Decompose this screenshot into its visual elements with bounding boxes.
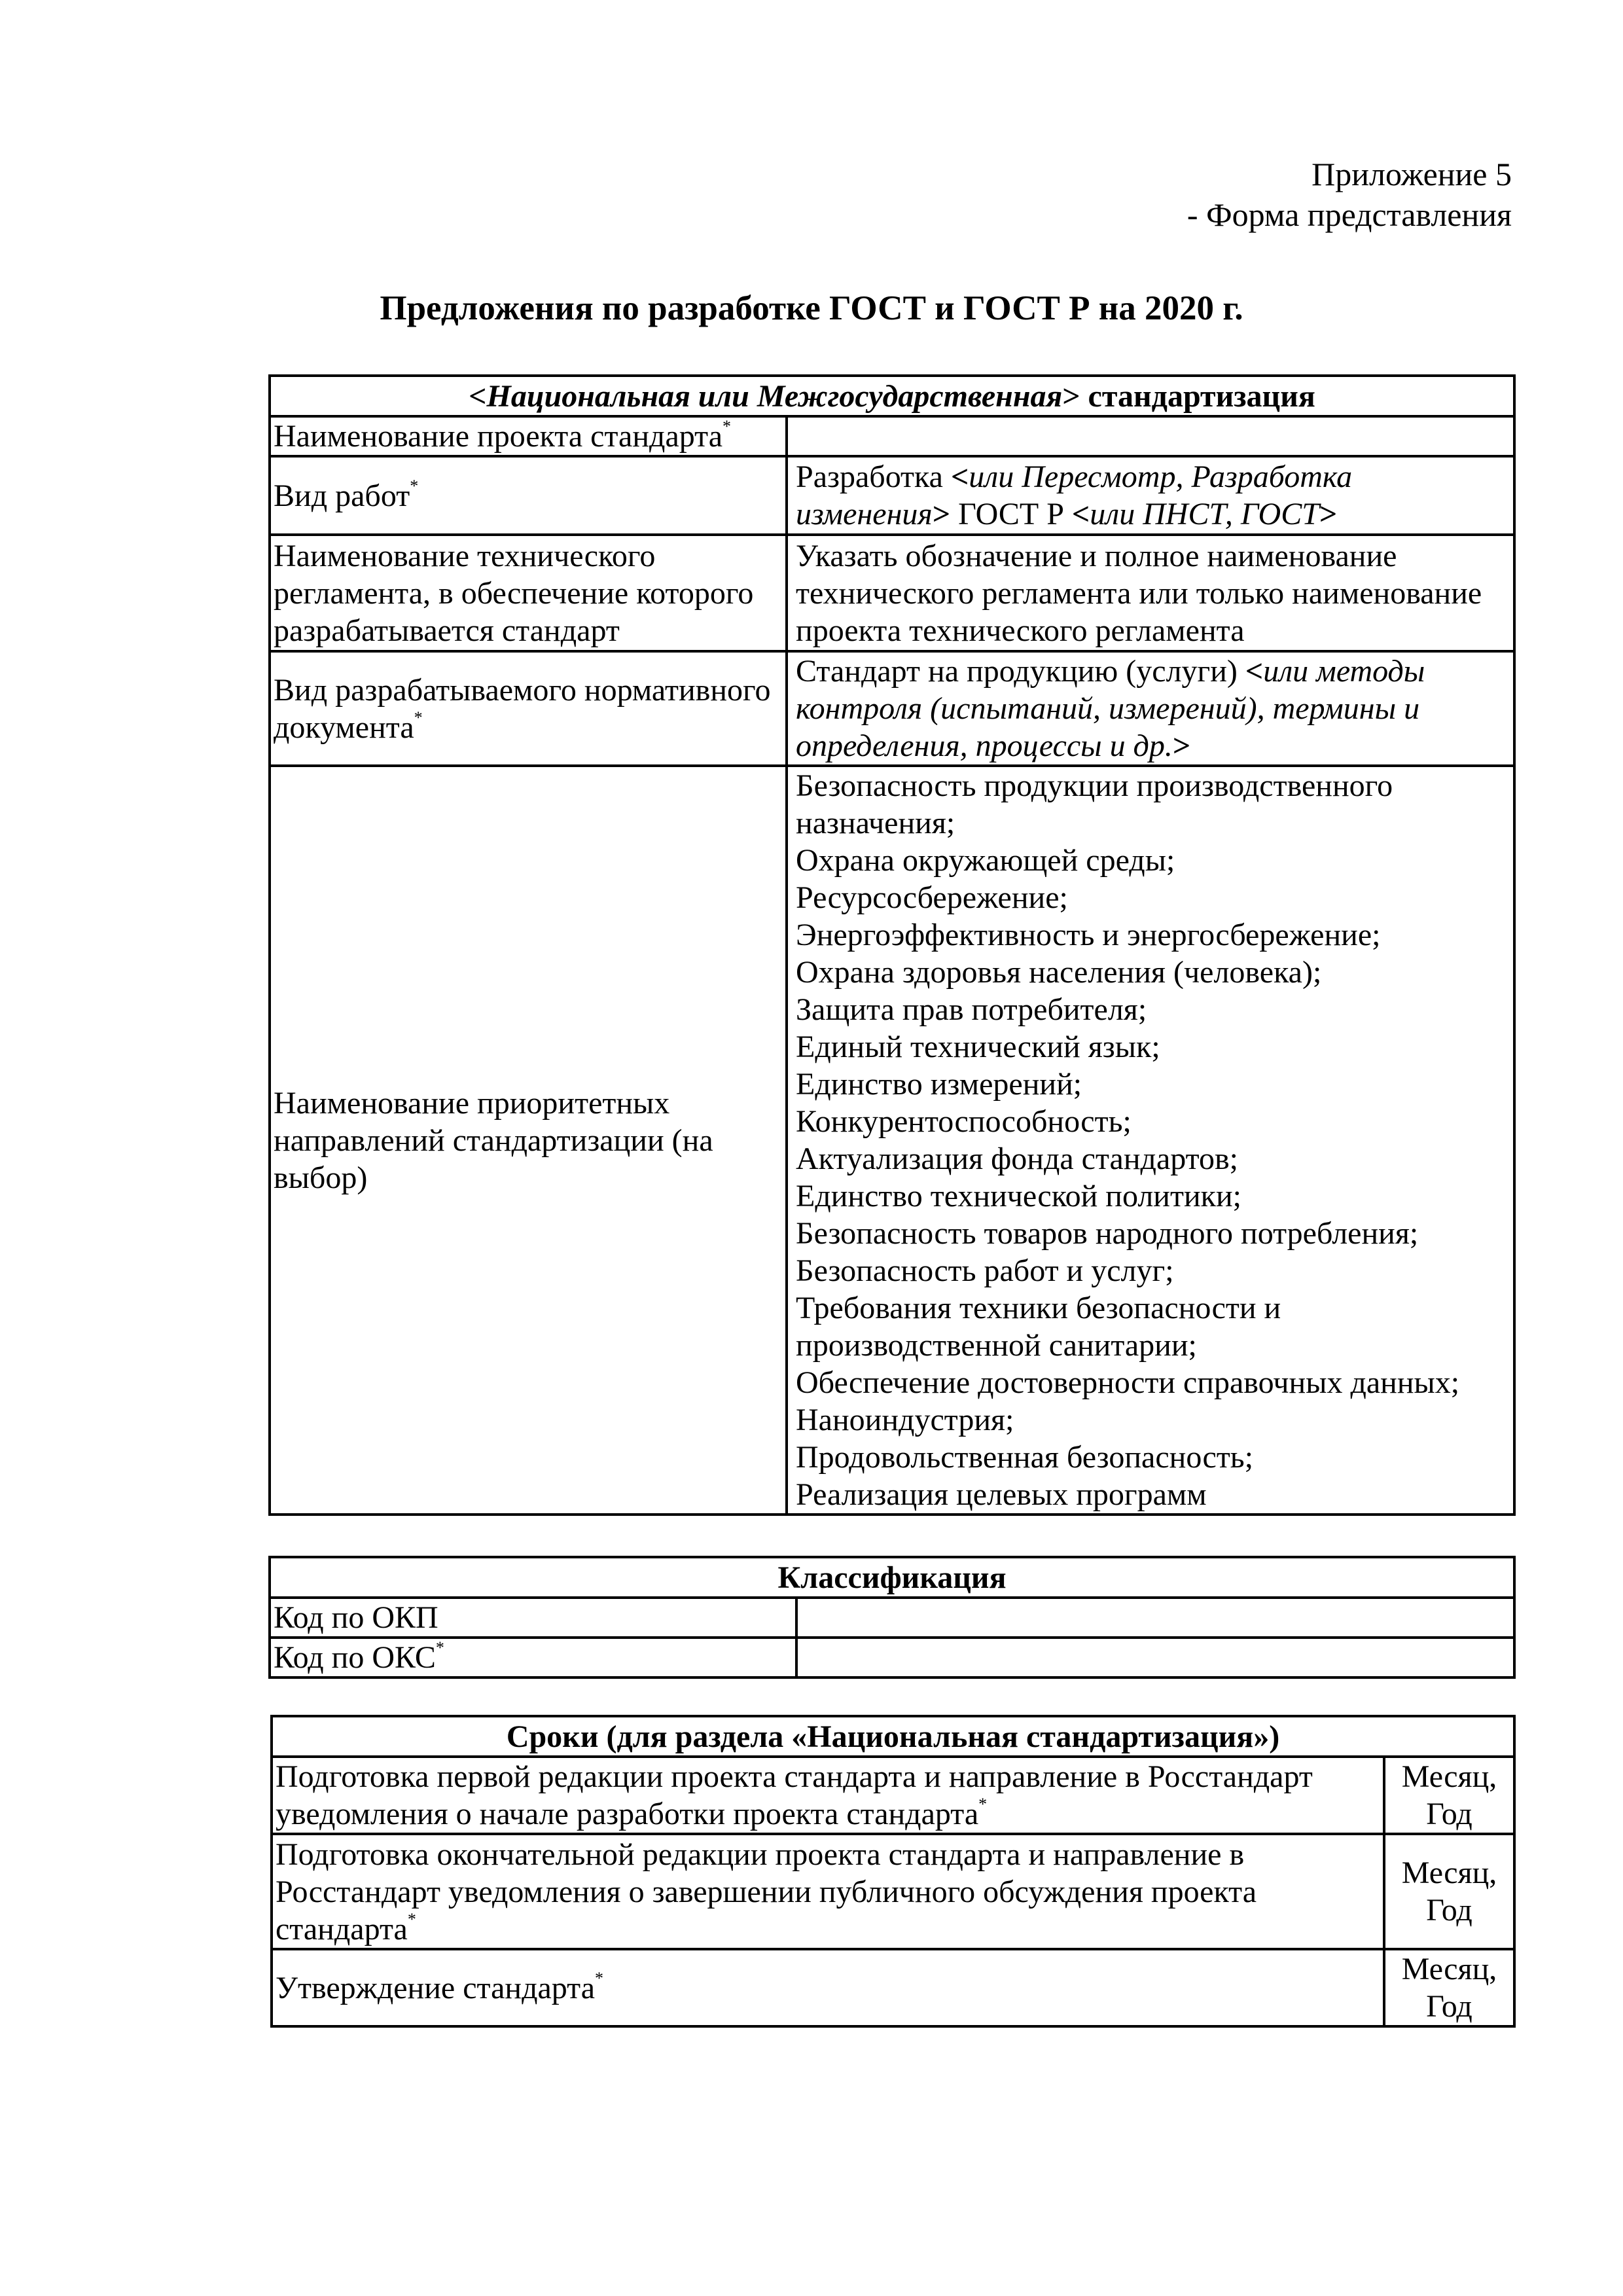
priority-item: Обеспечение достоверности справочных данных; xyxy=(796,1365,1460,1400)
deadline-label: Подготовка первой редакции проекта стандарта и направление в Росстандарт уведомления о начале разработки проекта стандарта* xyxy=(272,1757,1384,1834)
deadline-value[interactable]: Месяц, Год xyxy=(1384,1834,1514,1949)
priority-item: Конкурентоспособность; xyxy=(796,1104,1132,1139)
classification-table xyxy=(268,1556,1516,1679)
priority-item: Единство измерений; xyxy=(796,1067,1082,1102)
standardization-table xyxy=(268,374,1516,1516)
priority-item: Защита прав потребителя; xyxy=(796,992,1147,1027)
doc-type-value[interactable]: Стандарт на продукцию (услуги) <или методы контроля (испытаний, измерений), термины и определения, процессы и др.> xyxy=(787,651,1514,766)
work-type-label: Вид работ* xyxy=(270,456,787,535)
priorities-list[interactable] xyxy=(787,766,1514,1515)
deadline-label: Утверждение стандарта* xyxy=(272,1949,1384,2026)
priority-item: Ресурсосбережение; xyxy=(796,880,1068,915)
tech-reg-label: Наименование технического регламента, в обеспечение которого разрабатывается стандарт xyxy=(270,535,787,651)
deadline-label: Подготовка окончательной редакции проекта стандарта и направление в Росстандарт уведомления о завершении публичного обсуждения проекта стандарта* xyxy=(272,1834,1384,1949)
tech-reg-value[interactable]: Указать обозначение и полное наименование технического регламента или только наименование проекта технического регламента xyxy=(787,535,1514,651)
oks-label: Код по ОКС* xyxy=(270,1638,796,1677)
deadlines-table xyxy=(270,1715,1516,2028)
priority-item: Безопасность работ и услуг; xyxy=(796,1253,1174,1288)
priority-item: Единый технический язык; xyxy=(796,1030,1160,1064)
priority-item: Энергоэффективность и энергосбережение; xyxy=(796,918,1381,952)
priority-item: Безопасность продукции производственного назначения; xyxy=(796,768,1393,840)
appendix-line-2: - Форма представления xyxy=(1186,196,1512,233)
priority-item: Продовольственная безопасность; xyxy=(796,1440,1254,1475)
deadline-value[interactable]: Месяц, Год xyxy=(1384,1949,1514,2026)
project-name-label: Наименование проекта стандарта* xyxy=(270,416,787,456)
priority-item: Безопасность товаров народного потребления; xyxy=(796,1216,1419,1251)
priority-item: Охрана здоровья населения (человека); xyxy=(796,955,1322,990)
priority-item: Актуализация фонда стандартов; xyxy=(796,1141,1238,1176)
oks-value[interactable] xyxy=(796,1638,1514,1677)
priority-item: Реализация целевых программ xyxy=(796,1477,1207,1512)
okp-value[interactable] xyxy=(796,1598,1514,1638)
classification-header: Классификация xyxy=(270,1557,1514,1598)
document-title: Предложения по разработке ГОСТ и ГОСТ Р на 2020 г. xyxy=(380,289,1243,327)
priority-item: Охрана окружающей среды; xyxy=(796,843,1175,878)
appendix-label xyxy=(1187,154,1512,235)
project-name-value[interactable] xyxy=(787,416,1514,456)
priorities-label: Наименование приоритетных направлений стандартизации (на выбор) xyxy=(270,766,787,1515)
priority-item: Единство технической политики; xyxy=(796,1179,1241,1213)
priority-item: Требования техники безопасности и производственной санитарии; xyxy=(796,1291,1281,1363)
doc-type-label: Вид разрабатываемого нормативного документа* xyxy=(270,651,787,766)
okp-label: Код по ОКП xyxy=(270,1598,796,1638)
deadline-value[interactable]: Месяц, Год xyxy=(1384,1757,1514,1834)
work-type-value[interactable]: Разработка <или Пересмотр, Разработка изменения> ГОСТ Р <или ПНСТ, ГОСТ> xyxy=(787,456,1514,535)
appendix-line-1: Приложение 5 xyxy=(1311,156,1512,192)
priority-item: Наноиндустрия; xyxy=(796,1403,1014,1437)
standardization-header: <Национальная или Межгосударственная> стандартизация xyxy=(270,376,1514,416)
deadlines-header: Сроки (для раздела «Национальная стандартизация») xyxy=(272,1716,1514,1757)
